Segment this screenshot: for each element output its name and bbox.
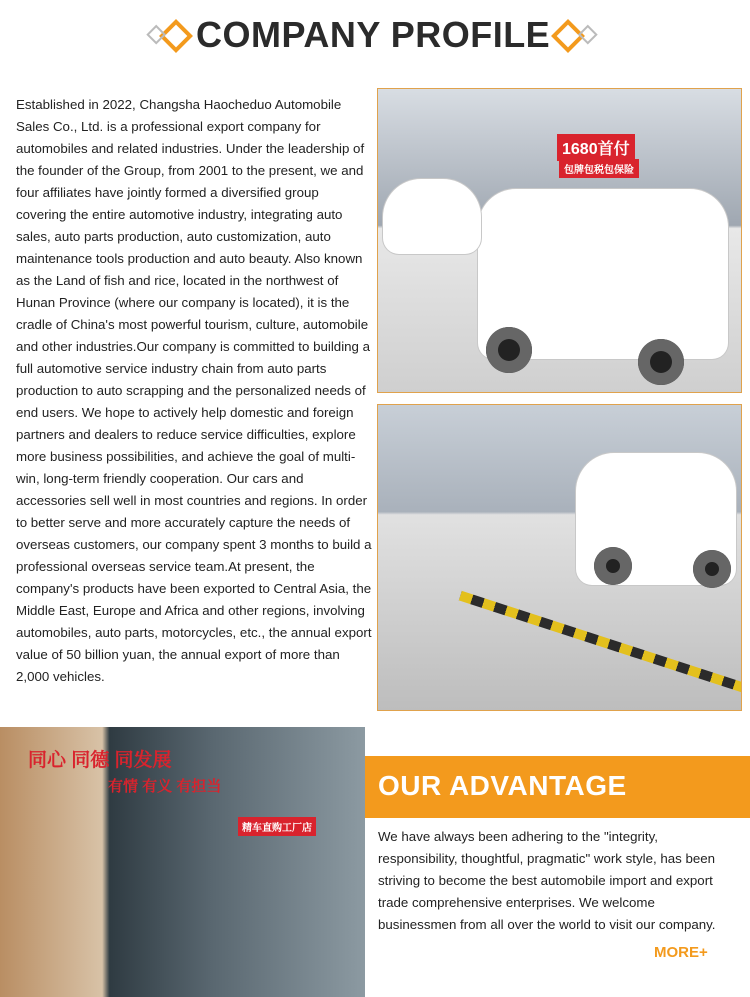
white-suv — [383, 179, 481, 254]
office-photo — [0, 727, 365, 997]
page-title: COMPANY PROFILE — [196, 14, 551, 55]
company-profile-text: Established in 2022, Changsha Haocheduo Automobile Sales Co., Ltd. is a professional export company for automobiles and related industries. Under the leadership of the founder of the Group, from 2001 to the present, we and four affiliates have jointly formed a diversified group covering the entire automotive industry, integrating auto sales, auto parts production, auto customization, auto maintenance tools production and auto beauty. Also known as the Land of fish and rice, located in the northwest of Hunan Province (where our company is located), it is the cradle of China's most powerful tourism, culture, automobile and other industries.Our company is committed to building a full automotive service industry chain from auto parts production to auto scrapping and the personalized needs of end users. We hope to actively help domestic and foreign partners and dealers to reduce service difficulties, explore more business possibilities, and achieve the goal of multi-win, long-term friendly cooperation. Our cars and accessories sell well in most countries and regions. In order to better serve and more accurately capture the needs of overseas customers, our company spent 3 months to build a professional overseas service team.At present, the company's products have been exported to Central Asia, the Middle East, Europe and Africa and other regions, involving automobiles, auto parts, motorcycles, etc., the annual export value of 50 billion yuan, the annual export of more than 2,000 vehicles. — [16, 97, 372, 684]
wheel-icon — [638, 339, 684, 385]
wheel-icon — [486, 327, 532, 373]
wheel-icon — [594, 547, 632, 585]
showroom-sign: 1680首付 — [557, 134, 635, 161]
glass-door-sign: 精车直购工厂店 — [238, 817, 316, 836]
wheel-icon — [693, 550, 731, 588]
advantage-title: OUR ADVANTAGE — [378, 770, 627, 801]
advantage-text: We have always been adhering to the "integrity, responsibility, thoughtful, pragmatic" work style, has been striving to become the best automobile import and export trade comprehensive enterprises. We welcome businessmen from all over the world to visit our company. — [378, 829, 716, 932]
section-header — [0, 0, 750, 72]
diamond-ornament-icon — [551, 19, 585, 53]
office-slogan: 有情 有义 有担当 — [108, 778, 222, 795]
showroom-photo-1 — [377, 88, 742, 393]
diamond-ornament-icon — [159, 19, 193, 53]
floor-safety-stripe — [459, 591, 742, 693]
office-slogan: 同心 同德 同发展 — [28, 750, 172, 771]
showroom-subsign: 包牌包税包保险 — [559, 159, 639, 178]
showroom-photo-2 — [377, 404, 742, 711]
more-link[interactable]: MORE+ — [654, 944, 708, 961]
